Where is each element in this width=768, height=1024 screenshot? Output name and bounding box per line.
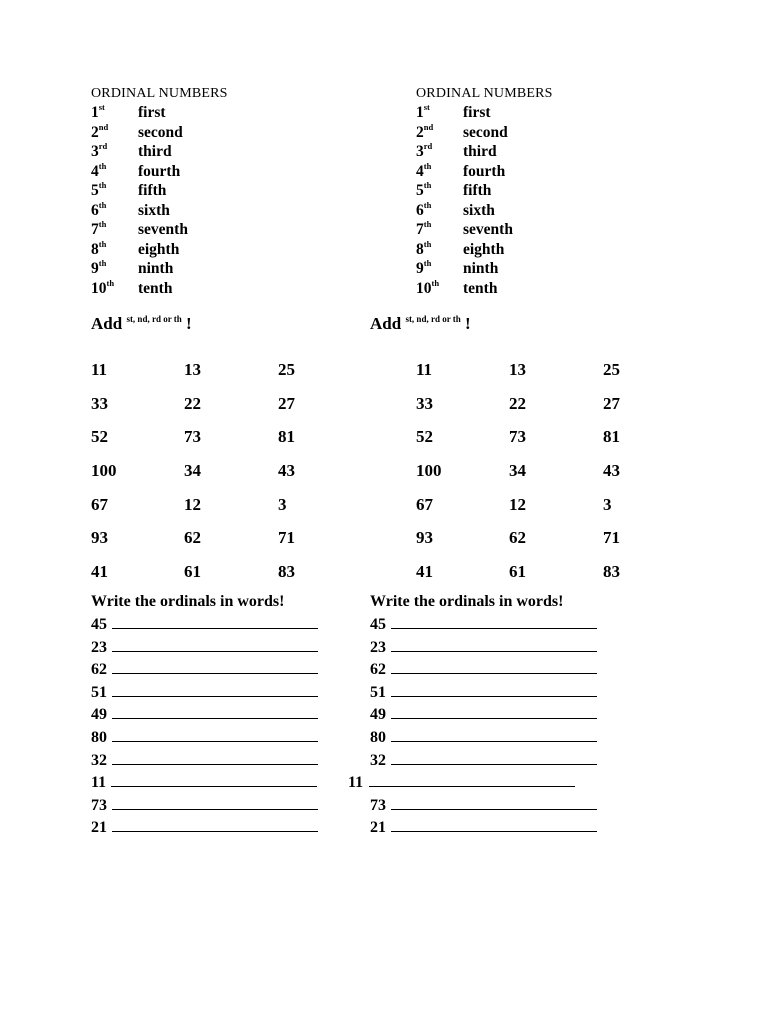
write-ordinal-row — [91, 727, 318, 750]
answer-blank-line[interactable] — [112, 727, 318, 742]
write-ordinal-row — [370, 682, 597, 705]
ordinal-number — [416, 143, 432, 161]
answer-blank-line[interactable] — [112, 659, 318, 674]
write-ordinal-row — [91, 659, 318, 682]
ordinal-suffix: th — [423, 160, 432, 171]
ordinal-suffix: th — [98, 180, 107, 190]
add-word: Add — [370, 314, 402, 333]
write-number: 51 — [370, 683, 386, 701]
suffix-options: st, nd, rd or th — [126, 314, 182, 324]
ordinal-digit: 4 — [91, 162, 99, 180]
exercise-number: 41 — [416, 562, 433, 582]
ordinal-number — [416, 121, 434, 142]
exercise-number: 83 — [278, 562, 295, 582]
ordinal-suffix: th — [423, 199, 432, 210]
write-ordinal-row — [91, 817, 318, 840]
ordinal-digit: 4 — [416, 162, 424, 180]
ordinal-word: ninth — [463, 260, 499, 277]
ordinal-word: fifth — [463, 182, 492, 199]
ordinal-suffix: th — [98, 199, 107, 210]
exercise-number: 52 — [416, 427, 433, 447]
answer-blank-line[interactable] — [391, 637, 597, 652]
answer-blank-line[interactable] — [391, 614, 597, 629]
ordinal-number — [416, 199, 432, 220]
ordinal-digit: 6 — [416, 201, 424, 219]
answer-blank-line[interactable] — [391, 817, 597, 832]
ordinal-number — [91, 104, 105, 122]
ordinal-number — [91, 143, 107, 161]
ordinal-number — [91, 160, 107, 181]
ordinal-word: ninth — [138, 260, 174, 277]
write-number: 23 — [370, 638, 386, 656]
ordinal-suffix: th — [98, 160, 107, 171]
answer-blank-line[interactable] — [112, 704, 318, 719]
ordinal-suffix: th — [423, 180, 432, 190]
ordinal-digit: 7 — [416, 221, 424, 238]
ordinal-word: eighth — [463, 240, 505, 258]
ordinal-suffix: rd — [98, 141, 108, 151]
ordinal-suffix: nd — [423, 121, 434, 132]
ordinal-number — [91, 260, 106, 278]
write-ordinal-row — [91, 772, 318, 795]
exercise-number: 3 — [278, 494, 287, 514]
ordinal-digit: 5 — [416, 182, 424, 199]
ordinal-number — [416, 182, 431, 200]
write-ordinal-row — [91, 795, 318, 818]
ordinal-word: third — [463, 143, 497, 160]
ordinal-suffix: th — [98, 219, 107, 229]
answer-blank-line[interactable] — [391, 682, 597, 697]
ordinal-digit: 10 — [416, 279, 432, 297]
write-number: 45 — [91, 616, 107, 633]
write-ordinal-row — [370, 750, 597, 773]
add-word: Add — [91, 314, 123, 333]
ordinal-number — [91, 238, 107, 259]
exercise-number: 34 — [509, 461, 526, 481]
write-number: 23 — [91, 638, 107, 656]
exercise-number: 67 — [91, 494, 108, 514]
ordinal-word: first — [463, 104, 491, 121]
ordinal-digit: 5 — [91, 182, 99, 199]
exercise-number: 93 — [91, 528, 108, 548]
ordinal-suffix: th — [431, 277, 440, 288]
ordinal-word: fourth — [463, 162, 506, 180]
exercise-number: 41 — [91, 562, 108, 582]
exercise-number: 33 — [91, 393, 108, 413]
write-ordinal-row — [370, 659, 597, 682]
exercise-number: 22 — [509, 393, 526, 413]
answer-blank-line[interactable] — [111, 772, 317, 787]
ordinal-number — [416, 260, 431, 278]
write-number: 62 — [370, 661, 386, 679]
write-number: 11 — [348, 774, 364, 792]
ordinal-number — [416, 238, 432, 259]
ordinal-digit: 9 — [91, 260, 99, 277]
exercise-number: 100 — [91, 461, 117, 481]
write-ordinal-row — [91, 682, 318, 705]
write-number: 80 — [370, 728, 386, 746]
ordinal-number — [416, 160, 432, 181]
answer-blank-line[interactable] — [369, 772, 575, 787]
exercise-number: 52 — [91, 427, 108, 447]
exercise-number: 25 — [603, 360, 620, 379]
write-number: 32 — [370, 751, 386, 769]
answer-blank-line[interactable] — [112, 637, 318, 652]
answer-blank-line[interactable] — [112, 614, 318, 629]
answer-blank-line[interactable] — [112, 750, 318, 765]
ordinal-word: third — [138, 143, 172, 160]
answer-blank-line[interactable] — [391, 750, 597, 765]
ordinal-numbers-heading: ORDINAL NUMBERS — [91, 86, 228, 101]
answer-blank-line[interactable] — [391, 795, 597, 810]
ordinal-word: seventh — [138, 221, 188, 238]
ordinal-number — [91, 221, 106, 239]
ordinal-suffix: th — [423, 238, 432, 249]
ordinal-word: tenth — [463, 279, 498, 297]
answer-blank-line[interactable] — [391, 659, 597, 674]
ordinal-number — [91, 199, 107, 220]
exercise-number: 27 — [603, 393, 620, 413]
write-ordinals-title: Write the ordinals in words! — [91, 593, 285, 610]
add-suffix-instruction — [91, 314, 192, 334]
exercise-number: 12 — [509, 494, 526, 514]
add-exclamation: ! — [465, 314, 471, 333]
exercise-number: 62 — [184, 528, 201, 548]
ordinal-word: tenth — [138, 279, 173, 297]
answer-blank-line[interactable] — [112, 817, 318, 832]
ordinal-word: sixth — [138, 201, 170, 219]
exercise-number: 25 — [278, 360, 295, 379]
write-ordinal-row — [91, 637, 318, 660]
exercise-number: 71 — [603, 528, 620, 548]
exercise-number: 62 — [509, 528, 526, 548]
ordinal-numbers-heading: ORDINAL NUMBERS — [416, 86, 553, 101]
write-ordinal-row — [370, 795, 597, 818]
exercise-number: 71 — [278, 528, 295, 548]
ordinal-number — [416, 104, 430, 122]
write-number: 73 — [91, 796, 107, 814]
ordinal-digit: 7 — [91, 221, 99, 238]
ordinal-word: sixth — [463, 201, 495, 219]
ordinal-word: fourth — [138, 162, 181, 180]
exercise-number: 12 — [184, 494, 201, 514]
write-number: 11 — [91, 774, 107, 792]
write-ordinal-row — [91, 750, 318, 773]
ordinal-digit: 3 — [416, 143, 424, 160]
write-number: 49 — [370, 706, 386, 724]
exercise-number: 11 — [416, 360, 433, 379]
write-ordinal-row — [91, 614, 318, 637]
ordinal-word: fifth — [138, 182, 167, 199]
ordinal-digit: 9 — [416, 260, 424, 277]
ordinal-suffix: th — [423, 219, 432, 229]
ordinal-digit: 8 — [416, 240, 424, 258]
ordinal-digit: 8 — [91, 240, 99, 258]
write-ordinal-row — [370, 614, 597, 637]
exercise-number: 93 — [416, 528, 433, 548]
write-ordinal-row — [370, 704, 597, 727]
ordinal-suffix: th — [98, 258, 107, 268]
ordinal-word: second — [463, 123, 508, 141]
ordinal-word: first — [138, 104, 166, 121]
ordinal-digit: 1 — [416, 104, 424, 121]
write-number: 49 — [91, 706, 107, 724]
ordinal-number — [416, 277, 440, 298]
exercise-number: 43 — [278, 461, 295, 481]
ordinal-digit: 3 — [91, 143, 99, 160]
exercise-number: 67 — [416, 494, 433, 514]
ordinal-number — [416, 221, 431, 239]
ordinal-suffix: th — [106, 277, 115, 288]
exercise-number: 73 — [509, 427, 526, 447]
exercise-number: 61 — [509, 562, 526, 582]
exercise-number: 33 — [416, 393, 433, 413]
write-number: 45 — [370, 616, 386, 633]
exercise-number: 3 — [603, 494, 612, 514]
answer-blank-line[interactable] — [112, 795, 318, 810]
ordinal-digit: 6 — [91, 201, 99, 219]
exercise-number: 22 — [184, 393, 201, 413]
ordinal-number — [91, 121, 109, 142]
exercise-number: 13 — [509, 360, 526, 379]
write-number: 21 — [91, 819, 107, 837]
write-ordinal-row — [370, 727, 597, 750]
write-ordinals-title: Write the ordinals in words! — [370, 593, 564, 610]
exercise-number: 81 — [603, 427, 620, 447]
ordinal-suffix: nd — [98, 121, 109, 132]
ordinal-digit: 2 — [416, 123, 424, 141]
write-number: 62 — [91, 661, 107, 679]
write-number: 21 — [370, 819, 386, 837]
ordinal-number — [91, 277, 115, 298]
write-ordinal-row — [370, 637, 597, 660]
write-ordinals-rows — [348, 614, 597, 840]
ordinal-suffix: rd — [423, 141, 433, 151]
exercise-number: 43 — [603, 461, 620, 481]
exercise-number: 27 — [278, 393, 295, 413]
exercise-number: 83 — [603, 562, 620, 582]
ordinal-word: seventh — [463, 221, 513, 238]
write-ordinal-row — [370, 817, 597, 840]
exercise-number: 34 — [184, 461, 201, 481]
ordinal-suffix: th — [98, 238, 107, 249]
write-number: 51 — [91, 683, 107, 701]
answer-blank-line[interactable] — [391, 704, 597, 719]
ordinal-word: second — [138, 123, 183, 141]
answer-blank-line[interactable] — [112, 682, 318, 697]
write-ordinal-row — [348, 772, 597, 795]
exercise-number: 13 — [184, 360, 201, 379]
suffix-options: st, nd, rd or th — [405, 314, 461, 324]
exercise-number: 100 — [416, 461, 442, 481]
add-exclamation: ! — [186, 314, 192, 333]
ordinal-digit: 1 — [91, 104, 99, 121]
write-number: 32 — [91, 751, 107, 769]
write-ordinals-rows — [91, 614, 318, 840]
ordinal-digit: 2 — [91, 123, 99, 141]
add-suffix-instruction — [370, 314, 471, 334]
ordinal-number — [91, 182, 106, 200]
ordinal-suffix: th — [423, 258, 432, 268]
ordinal-digit: 10 — [91, 279, 107, 297]
ordinal-suffix: st — [423, 102, 430, 112]
answer-blank-line[interactable] — [391, 727, 597, 742]
ordinal-suffix: st — [98, 102, 105, 112]
exercise-number: 73 — [184, 427, 201, 447]
ordinal-word: eighth — [138, 240, 180, 258]
write-number: 73 — [370, 796, 386, 814]
exercise-number: 61 — [184, 562, 201, 582]
exercise-number: 81 — [278, 427, 295, 447]
write-number: 80 — [91, 728, 107, 746]
write-ordinal-row — [91, 704, 318, 727]
exercise-number: 11 — [91, 360, 108, 379]
